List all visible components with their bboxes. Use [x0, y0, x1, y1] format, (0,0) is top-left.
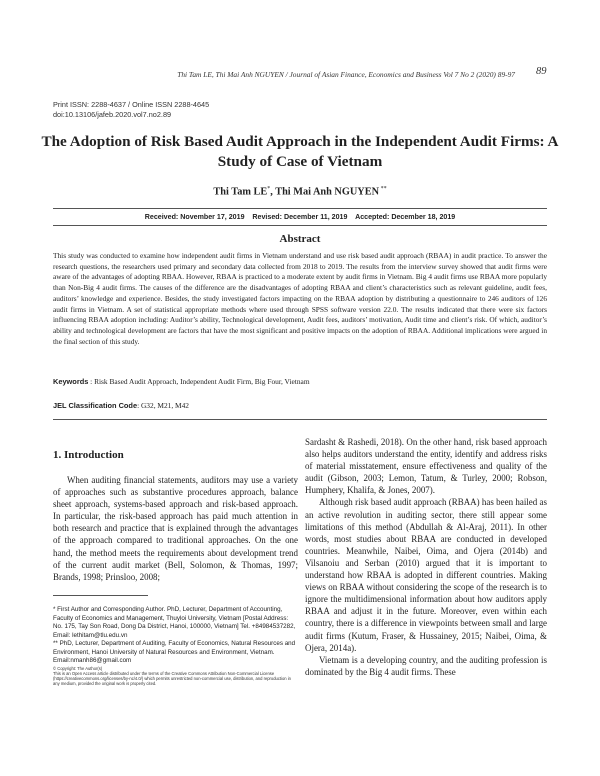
submission-dates	[40, 213, 560, 221]
license-note: This is an Open Access article distributed under the terms of the Creative Commons Attribution Non-Commercial License (https://creativecommons.org/licenses/by-nc/4.0/) which permits unrestricted non-commercial use, distribution, and reproduction in any medium, provided the original work is properly cited.	[53, 670, 291, 687]
keywords-text: : Risk Based Audit Approach, Independent Audit Firm, Big Four, Vietnam	[88, 377, 310, 386]
keywords-line	[53, 377, 547, 386]
page-number: 89	[536, 66, 547, 77]
keywords-label: Keywords	[53, 377, 89, 386]
author-1-mark: *	[267, 186, 271, 192]
author-separator: ,	[270, 186, 276, 198]
left-column	[53, 474, 298, 583]
intro-paragraph-2: Although risk based audit approach (RBAA) has been hailed as an active revolution in auditing sector, there still appear some limitations of this method (Abdullah & Al-Araj, 2011). In other words, most studies about RBAA are conducted in developed countries. Meanwhile, Naibei, Oima, and Ojera (2014b) and Vilsanoiu and Serban (2010) argued that it is important to understand how RBAA is adopted in different countries. Making views on RBAA without considering the scope of the research is to ignore the multidimensional information about how auditors apply RBAA and adjust it in the future. Moreover, even within each country, there is a difference in viewpoints between small and large audit firms (Kutum, Fraser, & Hussainey, 2015; Naibei, Oima, & Ojera, 2014a).	[305, 497, 547, 653]
footnote-second-author: ** PhD, Lecturer, Department of Auditing, Faculty of Economics, Natural Resources and Environment, Hanoi University of Natural Resources and Environment, Vietnam. Email:nmanh86@gmail.com	[53, 640, 296, 664]
intro-paragraph-1: When auditing financial statements, auditors may use a variety of approaches such as substantive procedures approach, balance sheet approach, systems-based approach and risk-based approach. In particular, the risk-based approach has paid much attention in both research and practice that is explained through the advantages of the approach compared to traditional approaches. On the one hand, the method meets the requirements about development trend of the current audit market (Bell, Solomon, & Thomas, 1997; Brands, 1998; Prinsloo, 2008;	[53, 475, 298, 582]
accepted-date: Accepted: December 18, 2019	[355, 213, 456, 221]
section-divider	[53, 419, 547, 420]
copyright-note: © Copyright: The Author(s)	[53, 665, 103, 671]
intro-paragraph-3: Vietnam is a developing country, and the auditing profession is dominated by the Big 4 audit firms. These	[305, 654, 547, 677]
publication-info	[53, 100, 209, 120]
intro-paragraph-continued: Sardasht & Rashedi, 2018). On the other hand, risk based approach also helps auditors understand the entity, identify and address risks of material misstatement, ensure effectiveness and quality of the audit (Gibson, 2003; Lemon, Tatum, & Turley, 2000; Robson, Humphery, Khalifa, & Jones, 2007).	[305, 437, 547, 496]
footnote-first-author: * First Author and Corresponding Author. PhD, Lecturer, Department of Accounting, Faculty of Economics and Management, Thuyloi University, Vietnam [Postal Address: No. 175, Tay Son Road, Dong Da District, Hanoi, 100000, Vietnam] Tel. +84984537282, Email: lethitam@tlu.edu.vn	[53, 606, 296, 639]
abstract-text: This study was conducted to examine how independent audit firms in Vietnam understand and use risk based audit approach (RBAA) in audit practice. To answer the research questions, the researchers used primary and secondary data collected from 2018 to 2019. The results from the interview survey showed that audit firms were aware of the advantages of adopting RBAA. However, RBAA is practiced to a moderate extent by audit firms in Vietnam. Big 4 audit firms use RBAA more popularly than Non-Big 4 audit firms. The causes of the difference are the disadvantages of adopting RBAA and client’s characteristics such as relevant guideline, audit fees, auditors’ knowledge and experience. Besides, the study investigated factors impacting on the RBAA adoption by distributing a questionnaire to 246 auditors of 126 audit firms in Vietnam. A set of statistical appropriate methods where used through SPSS software version 22.0. The results indicated that there were six factors influencing RBAA adoption including: Auditor’s ability, Technological development, Audit fees, auditors’ motivation, Audit time and client’s risk. Of which, auditor’s ability and technological development are factors that have the most significant and positive impacts on the adoption of RBAA. Additional implications were argued in the final section of this study.	[53, 251, 547, 346]
paper-title: The Adoption of Risk Based Audit Approach in the Independent Audit Firms: A Study of Case of Vietnam	[41, 133, 559, 170]
author-1: Thi Tam LE	[213, 186, 268, 198]
received-date: Received: November 17, 2019	[144, 213, 245, 221]
author-line	[40, 186, 560, 197]
issn-line: Print ISSN: 2288-4637 / Online ISSN 2288-4645	[53, 100, 210, 109]
jel-label: JEL Classification Code	[53, 401, 138, 410]
jel-line	[53, 401, 547, 410]
author-2: Thi Mai Anh NGUYEN	[275, 186, 380, 198]
abstract-heading: Abstract	[279, 233, 321, 245]
footnote-rule	[53, 595, 148, 596]
jel-text: : G32, M21, M42	[137, 401, 190, 410]
dates-bottom-rule	[53, 225, 547, 226]
revised-date: Revised: December 11, 2019	[252, 213, 348, 221]
running-header: Thi Tam LE, Thi Mai Anh NGUYEN / Journal of Asian Finance, Economics and Business Vol 7 No 2 (2020) 89-97	[177, 70, 515, 79]
author-2-mark: **	[379, 186, 387, 192]
dates-top-rule	[53, 208, 547, 209]
right-column	[305, 436, 547, 678]
doi-line: doi:10.13106/jafeb.2020.vol7.no2.89	[53, 110, 172, 119]
footnotes	[53, 606, 298, 686]
introduction-heading: 1. Introduction	[53, 449, 124, 461]
